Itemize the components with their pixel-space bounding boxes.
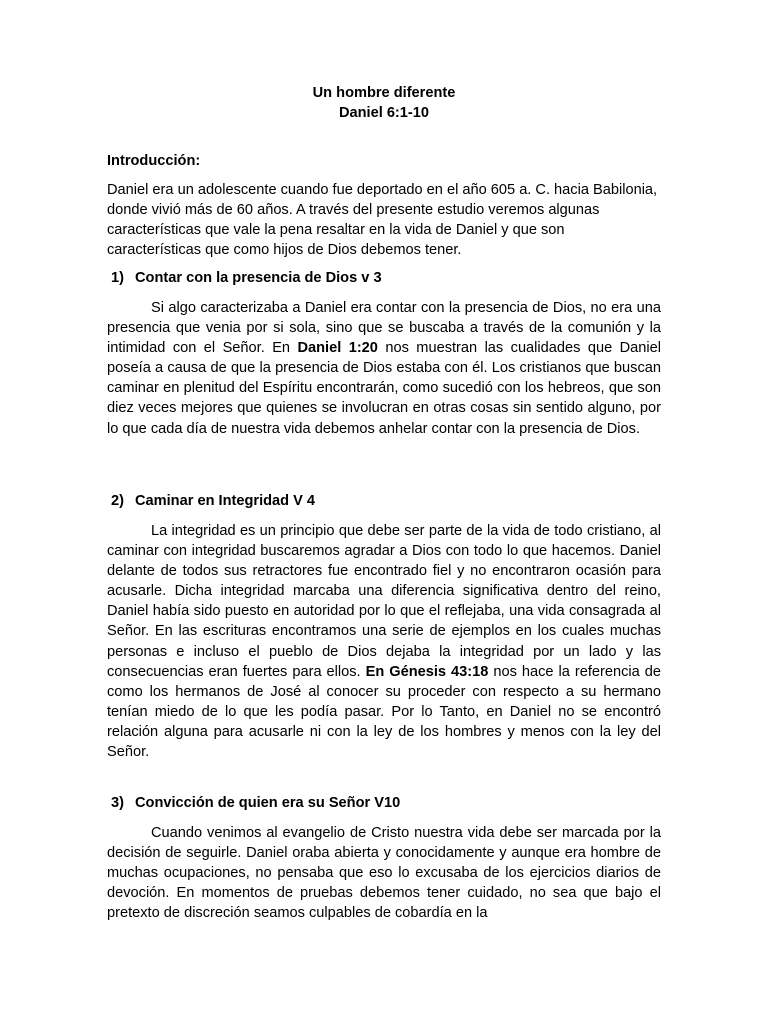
section-paragraph	[107, 521, 661, 762]
section-number: 3)	[111, 795, 124, 811]
section-heading	[111, 269, 382, 288]
section-number: 1)	[111, 270, 124, 286]
intro-heading: Introducción:	[107, 153, 201, 169]
section-title: Caminar en Integridad V 4	[135, 493, 316, 509]
section-title: Convicción de quien era su Señor V10	[135, 795, 401, 811]
bible-reference: En Génesis 43:18	[365, 663, 489, 680]
section-paragraph	[107, 298, 661, 439]
document-subtitle: Daniel 6:1-10	[338, 105, 430, 121]
paragraph-text: Cuando venimos al evangelio de Cristo nuestra vida debe ser marcada por la decisión de seguirle. Daniel oraba abierta y conocidamente y aunque era hombre de muchas ocupaciones, no pensaba que eso lo excusaba de los ejercicios diarios de devoción. En momentos de pruebas debemos tener cuidado, no sea que bajo el pretexto de discreción seamos culpables de cobardía en la	[107, 825, 661, 922]
section-heading	[111, 492, 315, 511]
section-paragraph	[107, 823, 661, 923]
paragraph-text: La integridad es un principio que debe ser parte de la vida de todo cristiano, al caminar con integridad buscaremos agradar a Dios con todo lo que hacemos. Daniel delante de todos sus retractores fue encontrado fiel y no encontraron ocasión para acusarle. Dicha integridad marcaba una diferencia significativa dentro del reino, Daniel había sido puesto en autoridad por lo que el reflejaba, una vida consagrada al Señor. En las escrituras encontramos una serie de ejemplos en los cuales muchas personas e incluso el pueblo de Dios dejaba la integridad por un lado y las consecuencias eran fuertes para ellos.	[107, 523, 661, 680]
document-title: Un hombre diferente	[312, 85, 456, 101]
bible-reference: Daniel 1:20	[297, 340, 378, 357]
section-number: 2)	[111, 493, 124, 509]
paragraph-text: nos hace la referencia de como los hermanos de José al conocer su proceder con respecto a su hermano tenían miedo de lo que les podía pasar. Por lo Tanto, en Daniel no se encontró relación alguna para acusarle ni con la ley de los hombres y menos con la ley del Señor.	[107, 663, 662, 761]
section-heading	[111, 794, 400, 813]
paragraph-text: Si algo caracterizaba a Daniel era contar con la presencia de Dios, no era una presencia que venia por si sola, sino que se buscaba a través de la comunión y la intimidad con el Señor. En	[107, 300, 661, 357]
section-title: Contar con la presencia de Dios v 3	[135, 270, 382, 286]
paragraph-text: nos muestran las cualidades que Daniel poseía a causa de que la presencia de Dios estaba con él. Los cristianos que buscan caminar en plenitud del Espíritu encontrarán, como sucedió con los hebreos, que son diez veces mejores que quienes se involucran en otras cosas sin sentido alguno, por lo que cada día de nuestra vida debemos anhelar contar con la presencia de Dios.	[107, 340, 662, 437]
intro-paragraph: Daniel era un adolescente cuando fue deportado en el año 605 a. C. hacia Babilonia, donde vivió más de 60 años. A través del presente estudio veremos algunas características que vale la pena resaltar en la vida de Daniel y que son características que como hijos de Dios debemos tener.	[107, 182, 658, 259]
